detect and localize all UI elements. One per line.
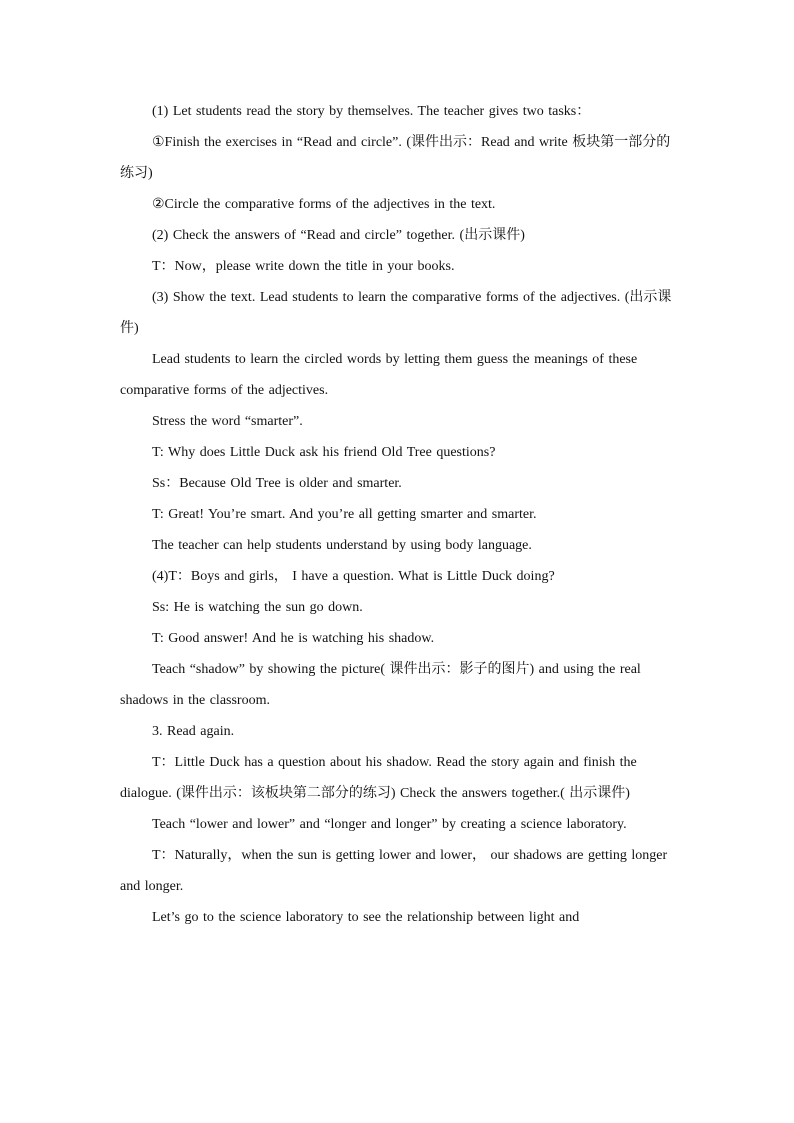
paragraph-19: Teach “lower and lower” and “longer and longer” by creating a science laboratory. <box>152 817 627 832</box>
paragraph-11: T: Great! You’re smart. And you’re all getting smarter and smarter. <box>152 507 537 522</box>
paragraph-20: T：Naturally，when the sun is getting lower and lower， our shadows are getting longer and longer. <box>120 848 668 894</box>
paragraph-3: ②Circle the comparative forms of the adjectives in the text. <box>152 197 496 212</box>
paragraph-6: (3) Show the text. Lead students to learn the comparative forms of the adjectives. (出示课件) <box>120 290 672 336</box>
paragraph-10: Ss：Because Old Tree is older and smarter. <box>152 476 402 491</box>
paragraph-7: Lead students to learn the circled words by letting them guess the meanings of these comparative forms of the adjectives. <box>120 352 638 398</box>
paragraph-14: Ss: He is watching the sun go down. <box>152 600 363 615</box>
paragraph-5: T：Now，please write down the title in your books. <box>152 259 455 274</box>
document-body <box>120 96 672 933</box>
paragraph-4: (2) Check the answers of “Read and circle” together. (出示课件) <box>152 228 525 243</box>
paragraph-18: T：Little Duck has a question about his shadow. Read the story again and finish the dialogue. (课件出示：该板块第二部分的练习) Check the answers together.( 出示课件) <box>120 755 637 801</box>
paragraph-13: (4)T：Boys and girls， I have a question. What is Little Duck doing? <box>152 569 555 584</box>
paragraph-15: T: Good answer! And he is watching his shadow. <box>152 631 435 646</box>
paragraph-8: Stress the word “smarter”. <box>152 414 303 429</box>
paragraph-9: T: Why does Little Duck ask his friend Old Tree questions? <box>152 445 496 460</box>
paragraph-1: (1) Let students read the story by themselves. The teacher gives two tasks： <box>152 104 591 119</box>
paragraph-17: 3. Read again. <box>152 724 235 739</box>
paragraph-21: Let’s go to the science laboratory to see the relationship between light and <box>152 910 580 925</box>
paragraph-2: ①Finish the exercises in “Read and circle”. (课件出示：Read and write 板块第一部分的练习) <box>120 135 671 181</box>
paragraph-12: The teacher can help students understand by using body language. <box>152 538 532 553</box>
paragraph-16: Teach “shadow” by showing the picture( 课件出示：影子的图片) and using the real shadows in the classroom. <box>120 662 641 708</box>
